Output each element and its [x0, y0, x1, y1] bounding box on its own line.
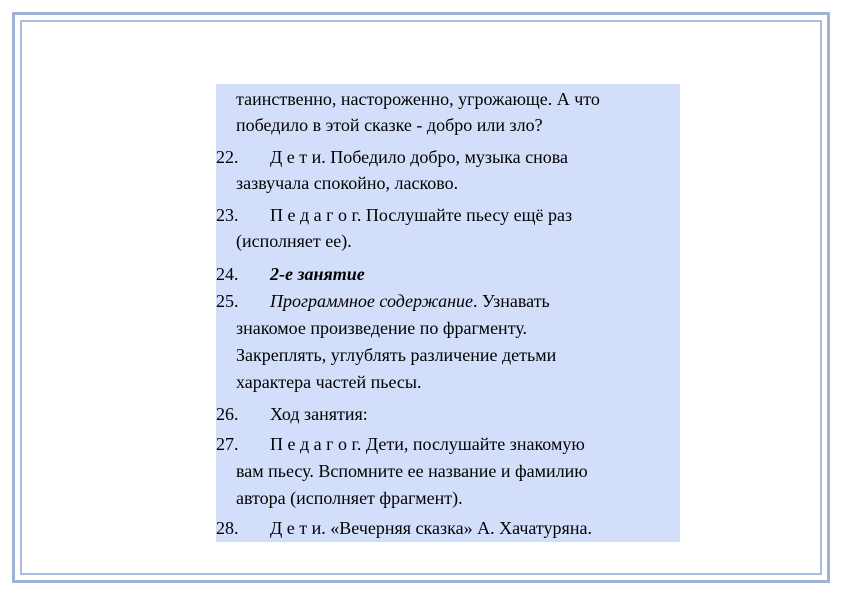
text-run: . Узнавать — [473, 291, 550, 311]
paragraph-number: 25. — [216, 291, 239, 311]
text-line: победило в этой сказке - добро или зло? — [236, 115, 543, 135]
paragraph-number: 28. — [216, 518, 239, 538]
paragraph-number: 27. — [216, 434, 239, 454]
text-line: таинственно, настороженно, угрожающе. А что — [236, 89, 600, 109]
paragraph-number: 26. — [216, 404, 239, 424]
text-line: автора (исполняет фрагмент). — [236, 488, 463, 508]
lesson-heading: 2-е занятие — [270, 264, 365, 284]
program-content-label: Программное содержание — [270, 291, 474, 311]
text-line: вам пьесу. Вспомните ее название и фамилию — [236, 461, 588, 481]
paragraph-number: 24. — [216, 264, 239, 284]
text-line: П е д а г о г. Послушайте пьесу ещё раз — [270, 205, 573, 225]
text-line — [270, 288, 550, 314]
text-line: знакомое произведение по фрагменту. — [236, 318, 528, 338]
text-line: П е д а г о г. Дети, послушайте знакомую — [270, 434, 585, 454]
text-line: зазвучала спокойно, ласково. — [236, 173, 459, 193]
text-block — [216, 84, 680, 542]
text-line: Д е т и. Победило добро, музыка снова — [270, 147, 568, 167]
paragraph-number: 23. — [216, 205, 239, 225]
text-line: характера частей пьесы. — [236, 372, 422, 392]
text-line: (исполняет ее). — [236, 231, 352, 251]
paragraph-number: 22. — [216, 147, 239, 167]
text-line: Д е т и. «Вечерняя сказка» А. Хачатуряна. — [270, 518, 592, 538]
text-line: Закреплять, углублять различение детьми — [236, 345, 557, 365]
text-line: Ход занятия: — [270, 404, 368, 424]
